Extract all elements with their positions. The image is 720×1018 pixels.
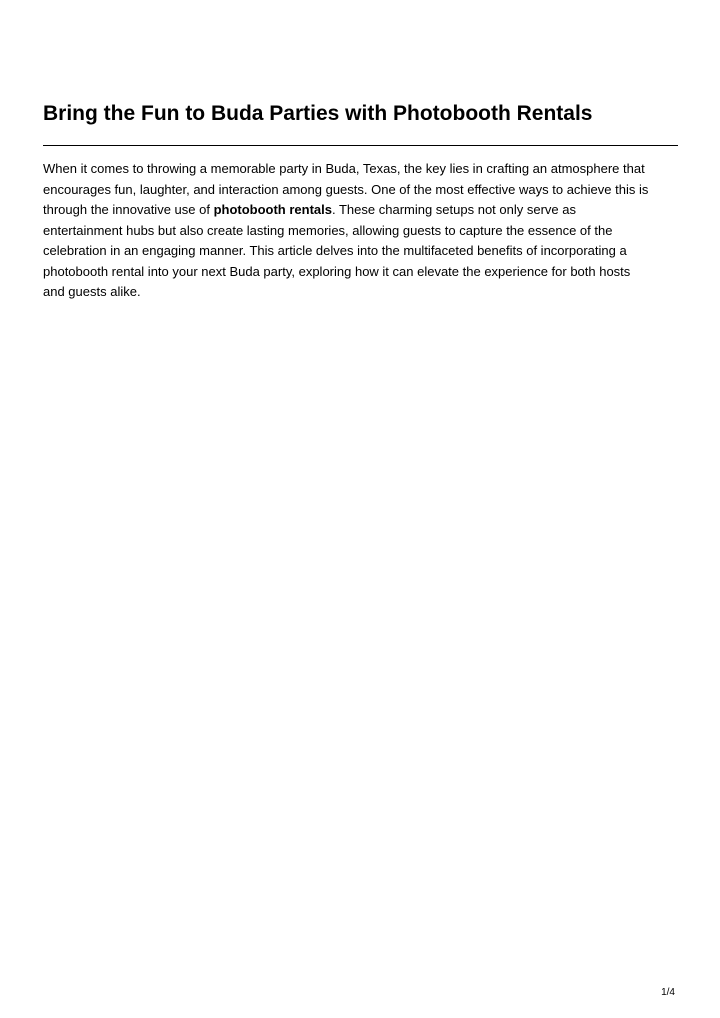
- paragraph-line: entertainment hubs but also create lasting memories, allowing guests to capture the essence of the: [43, 222, 613, 238]
- paragraph-line: and guests alike.: [43, 284, 141, 299]
- title-divider: [43, 145, 678, 146]
- paragraph-text: through the innovative use of: [43, 202, 214, 217]
- page-number: 1/4: [661, 987, 675, 998]
- paragraph-line: When it comes to throwing a memorable party in Buda, Texas, the key lies in crafting an atmosphere that: [43, 161, 645, 176]
- paragraph-line: celebration in an engaging manner. This article delves into the multifaceted benefits of incorporating a: [43, 243, 627, 258]
- page-title: Bring the Fun to Buda Parties with Photobooth Rentals: [43, 102, 593, 125]
- paragraph-line: encourages fun, laughter, and interaction among guests. One of the most effective ways to achieve this is: [43, 181, 649, 197]
- paragraph-text: . These charming setups not only serve as: [332, 202, 576, 217]
- intro-paragraph: [43, 159, 683, 303]
- paragraph-line: [43, 200, 683, 221]
- paragraph-line: photobooth rental into your next Buda party, exploring how it can elevate the experience for both hosts: [43, 263, 631, 279]
- photobooth-rentals-link-text: photobooth rentals: [213, 202, 332, 217]
